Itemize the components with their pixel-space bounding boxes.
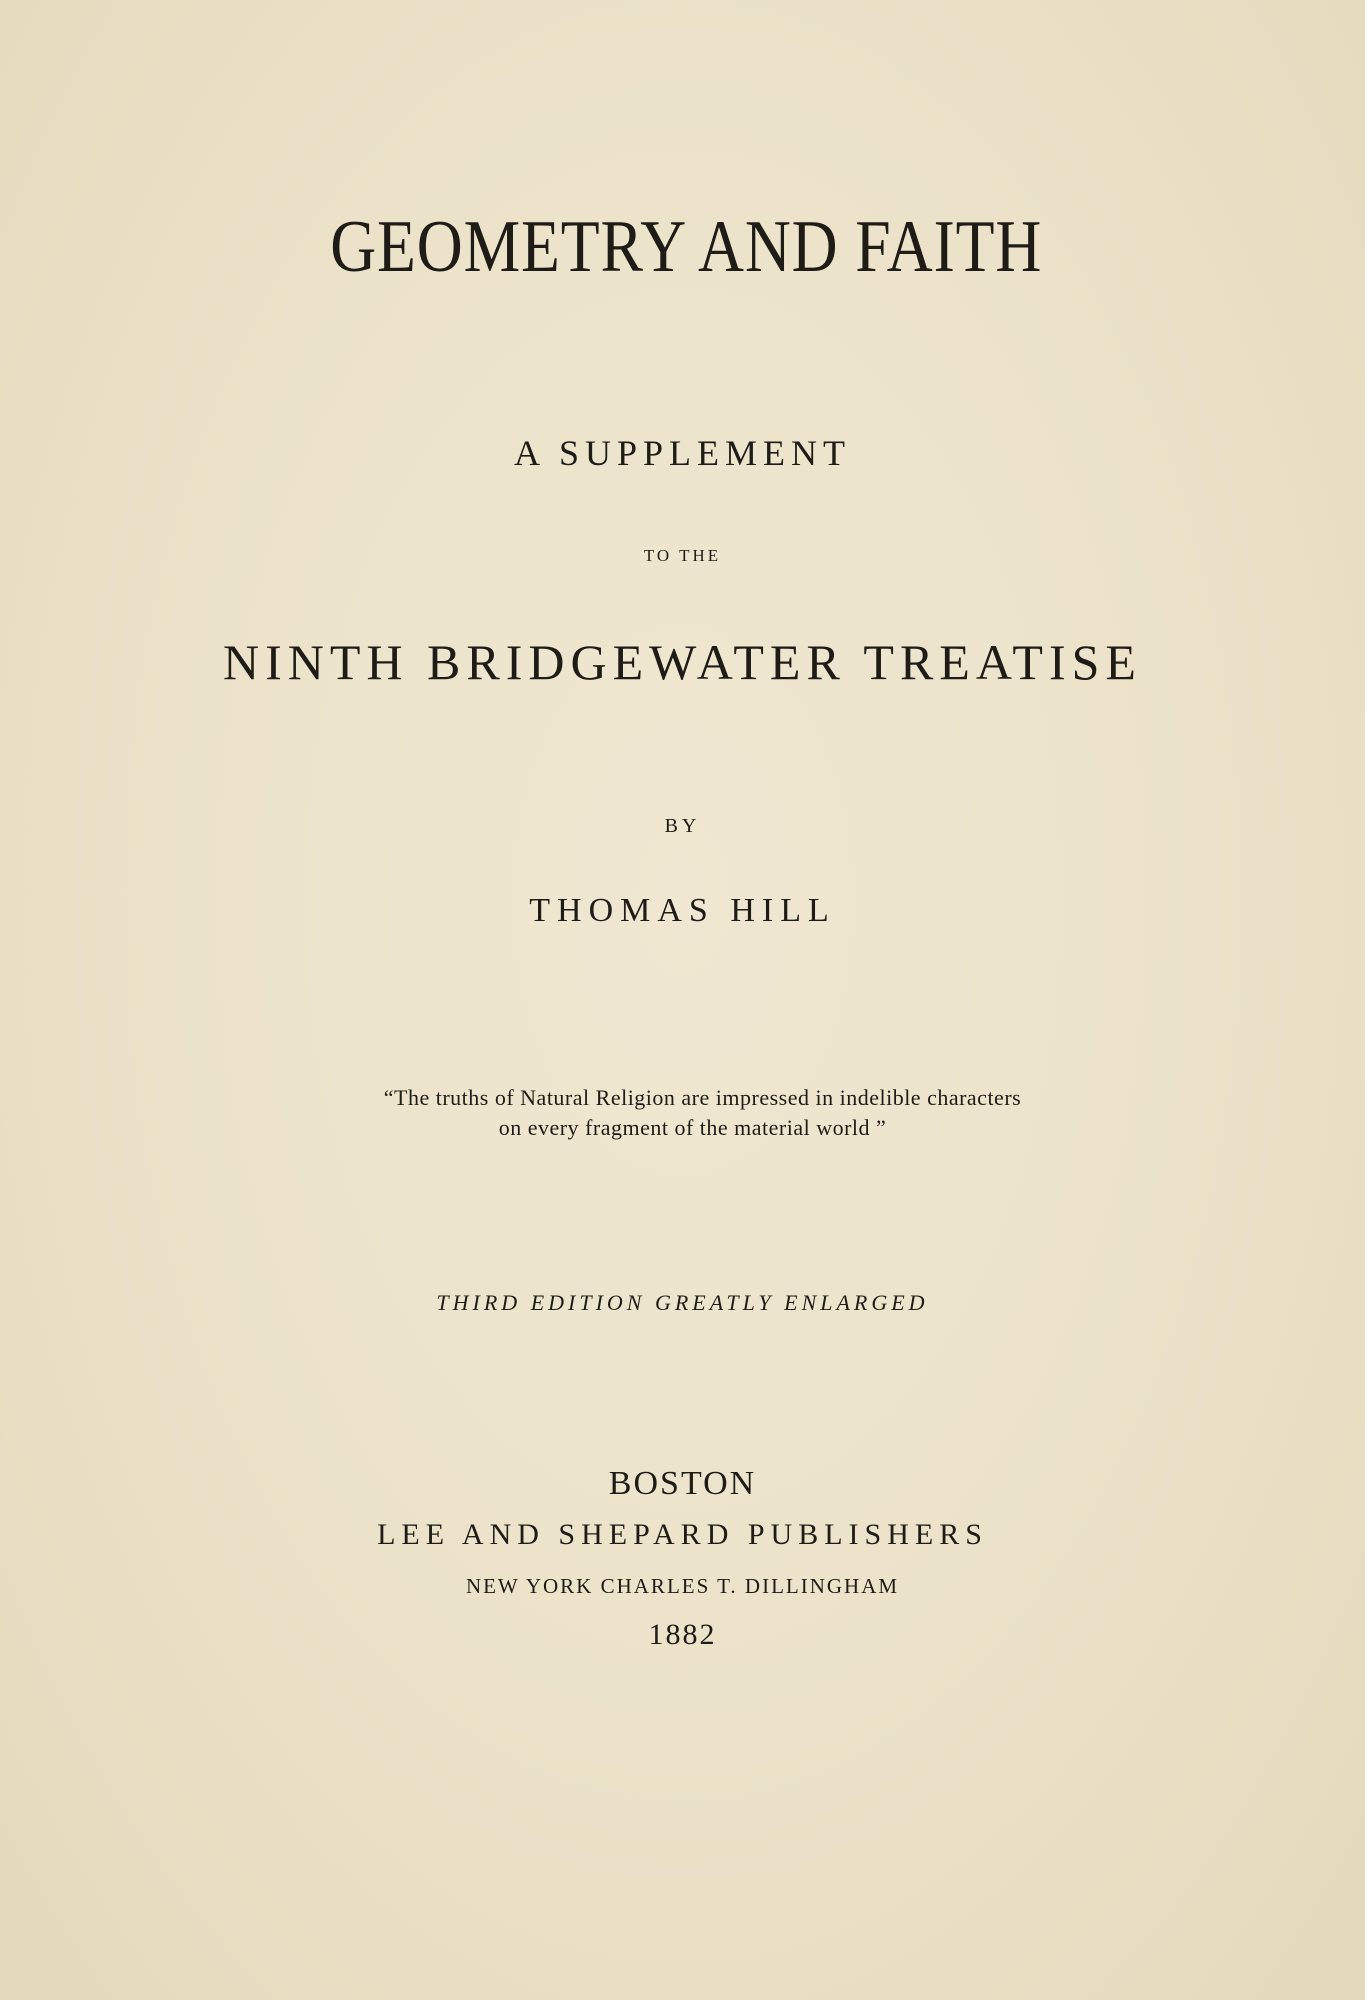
epigraph-line-1: “The truths of Natural Religion are impressed in indelible characters xyxy=(383,1085,1022,1110)
edition-statement: THIRD EDITION GREATLY ENLARGED xyxy=(436,1290,929,1315)
imprint-city: BOSTON xyxy=(608,1465,757,1502)
subtitle-supplement: A SUPPLEMENT xyxy=(513,433,852,473)
publisher-agent: NEW YORK CHARLES T. DILLINGHAM xyxy=(465,1574,900,1598)
publication-year: 1882 xyxy=(648,1618,717,1651)
book-title: GEOMETRY AND FAITH xyxy=(330,206,1043,288)
publisher-name: LEE AND SHEPARD PUBLISHERS xyxy=(377,1518,988,1551)
byline-label: BY xyxy=(664,815,701,837)
epigraph-line-2: on every fragment of the material world ” xyxy=(498,1115,887,1140)
author-name: THOMAS HILL xyxy=(529,892,836,929)
subtitle-treatise: NINTH BRIDGEWATER TREATISE xyxy=(223,634,1142,690)
subtitle-connector: TO THE xyxy=(643,546,722,565)
